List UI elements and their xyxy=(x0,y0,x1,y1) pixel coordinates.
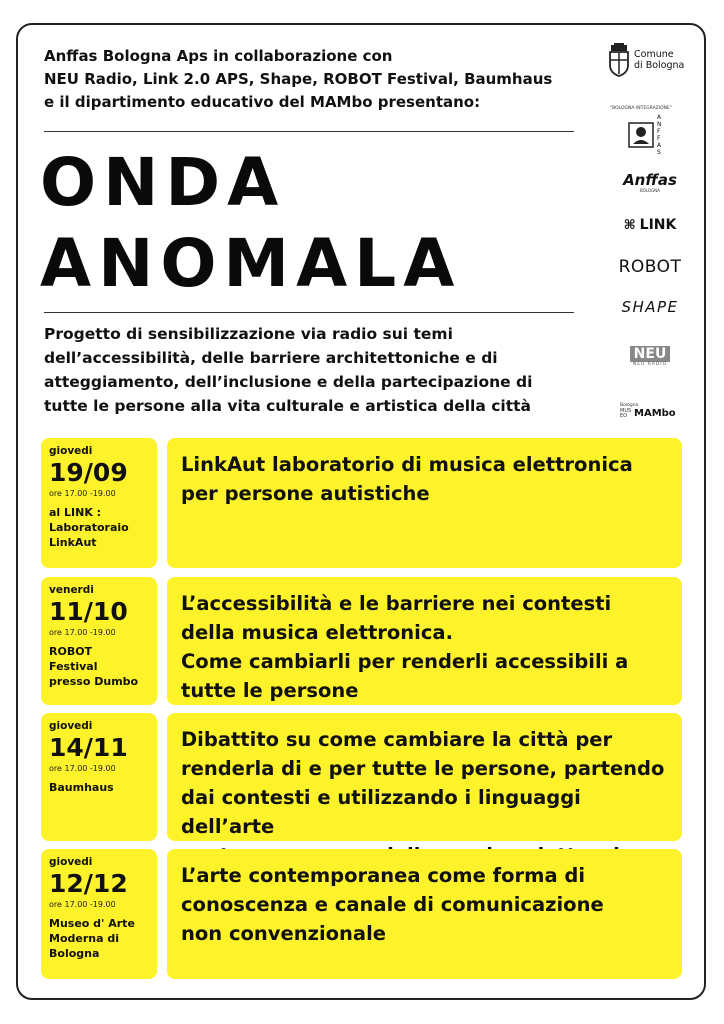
event-place-line: Bologna xyxy=(49,947,100,960)
mambo-museo: MUSEO xyxy=(620,408,632,419)
event-description-line: L’arte contemporanea come forma di xyxy=(181,864,586,887)
neu-radio-logo xyxy=(626,343,674,369)
shape-logo xyxy=(612,296,688,318)
link-wordmark: LINK xyxy=(639,217,677,233)
intro-line: e il dipartimento educativo del MAMbo presentano: xyxy=(44,93,481,111)
bottom-divider xyxy=(44,312,574,313)
intro-text xyxy=(44,45,584,114)
event-place xyxy=(49,505,149,550)
event-description-box xyxy=(167,438,682,568)
event-date: 14/11 xyxy=(49,733,128,762)
top-divider xyxy=(44,131,574,132)
robot-logo xyxy=(612,255,688,279)
event-place-line: Museo d' Arte xyxy=(49,917,135,930)
event-time: ore 17.00 -19.00 xyxy=(49,628,116,637)
title-line-1: ONDA xyxy=(40,144,286,221)
event-description-line: per persone autistiche xyxy=(181,482,430,505)
event-time: ore 17.00 -19.00 xyxy=(49,489,116,498)
mambo-wordmark: MAMbo xyxy=(634,408,676,419)
anffas-wordmark: Anffas xyxy=(623,170,677,189)
event-place-line: LinkAut xyxy=(49,536,97,549)
neu-sub: NEU RADIO xyxy=(632,361,668,367)
event-date-box xyxy=(41,438,157,568)
description-line: dell’accessibilità, delle barriere architettoniche e di xyxy=(44,349,498,367)
comune-label: Comune xyxy=(634,49,674,60)
event-description-box xyxy=(167,577,682,705)
event-weekday: giovedi xyxy=(49,445,93,457)
description-line: tutte le persone alla vita culturale e artistica della città xyxy=(44,397,531,415)
event-place-line: Laboratoraio xyxy=(49,521,129,534)
robot-wordmark: ROBOT xyxy=(618,257,682,277)
event-description xyxy=(181,450,668,508)
event-time: ore 17.00 -19.00 xyxy=(49,764,116,773)
event-description-box xyxy=(167,713,682,841)
event-description-line: tutte le persone xyxy=(181,679,359,702)
event-place-line: al LINK : xyxy=(49,506,102,519)
integrazione-emblem-icon xyxy=(628,122,654,148)
event-weekday: venerdi xyxy=(49,584,94,596)
event-description-line: conoscenza e canale di comunicazione xyxy=(181,893,604,916)
mambo-small: Bologna xyxy=(620,403,639,408)
description-line: atteggiamento, dell’inclusione e della partecipazione di xyxy=(44,373,533,391)
event-place-line: Moderna di xyxy=(49,932,119,945)
event-description-line: della musica elettronica. xyxy=(181,621,453,644)
anffas-logo xyxy=(618,170,682,194)
event-weekday: giovedi xyxy=(49,856,93,868)
integrazione-vertical: ANFFAS xyxy=(657,114,664,156)
project-description xyxy=(44,322,584,418)
event-description-line: non convenzionale xyxy=(181,922,386,945)
event-place xyxy=(49,916,149,961)
comune-di-bologna-logo xyxy=(608,40,700,80)
description-line: Progetto di sensibilizzazione via radio sui temi xyxy=(44,325,453,343)
event-place-line: Baumhaus xyxy=(49,781,114,794)
link-logo xyxy=(618,213,682,237)
event-description-line: LinkAut laboratorio di musica elettronica xyxy=(181,453,633,476)
event-place xyxy=(49,780,149,795)
comune-label: di Bologna xyxy=(634,60,685,71)
event-date: 12/12 xyxy=(49,869,128,898)
event-date-box xyxy=(41,577,157,705)
event-date-box xyxy=(41,849,157,979)
link-mark-icon: ⌘ xyxy=(623,217,636,233)
event-date: 19/09 xyxy=(49,458,128,487)
bologna-integrazione-logo xyxy=(610,103,694,159)
integrazione-caption: "BOLOGNA INTEGRAZIONE" xyxy=(610,106,672,111)
event-place-line: Festival xyxy=(49,660,98,673)
event-description-line: Come cambiarli per renderli accessibili a xyxy=(181,650,629,673)
event-description-line: L’accessibilità e le barriere nei contesti xyxy=(181,592,612,615)
intro-line: Anffas Bologna Aps in collaborazione con xyxy=(44,47,393,65)
event-place-line: ROBOT xyxy=(49,645,93,658)
event-place-line: presso Dumbo xyxy=(49,675,139,688)
event-description-line: dai contesti e utilizzando i linguaggi dell’arte xyxy=(181,786,581,838)
neu-wordmark: NEU xyxy=(630,346,671,362)
event-description xyxy=(181,861,668,948)
mambo-logo xyxy=(620,396,686,426)
event-description-box xyxy=(167,849,682,979)
event-place xyxy=(49,644,149,689)
crest-icon xyxy=(608,43,630,77)
event-description-line: Dibattito su come cambiare la città per xyxy=(181,728,613,751)
event-date-box xyxy=(41,713,157,841)
event-description xyxy=(181,589,668,705)
event-weekday: giovedi xyxy=(49,720,93,732)
event-date: 11/10 xyxy=(49,597,128,626)
event-description-line: renderla di e per tutte le persone, partendo xyxy=(181,757,665,780)
title-line-2: ANOMALA xyxy=(40,225,462,302)
event-time: ore 17.00 -19.00 xyxy=(49,900,116,909)
anffas-sub: BOLOGNA xyxy=(640,187,660,193)
intro-line: NEU Radio, Link 2.0 APS, Shape, ROBOT Festival, Baumhaus xyxy=(44,70,553,88)
shape-wordmark: SHAPE xyxy=(621,298,679,316)
